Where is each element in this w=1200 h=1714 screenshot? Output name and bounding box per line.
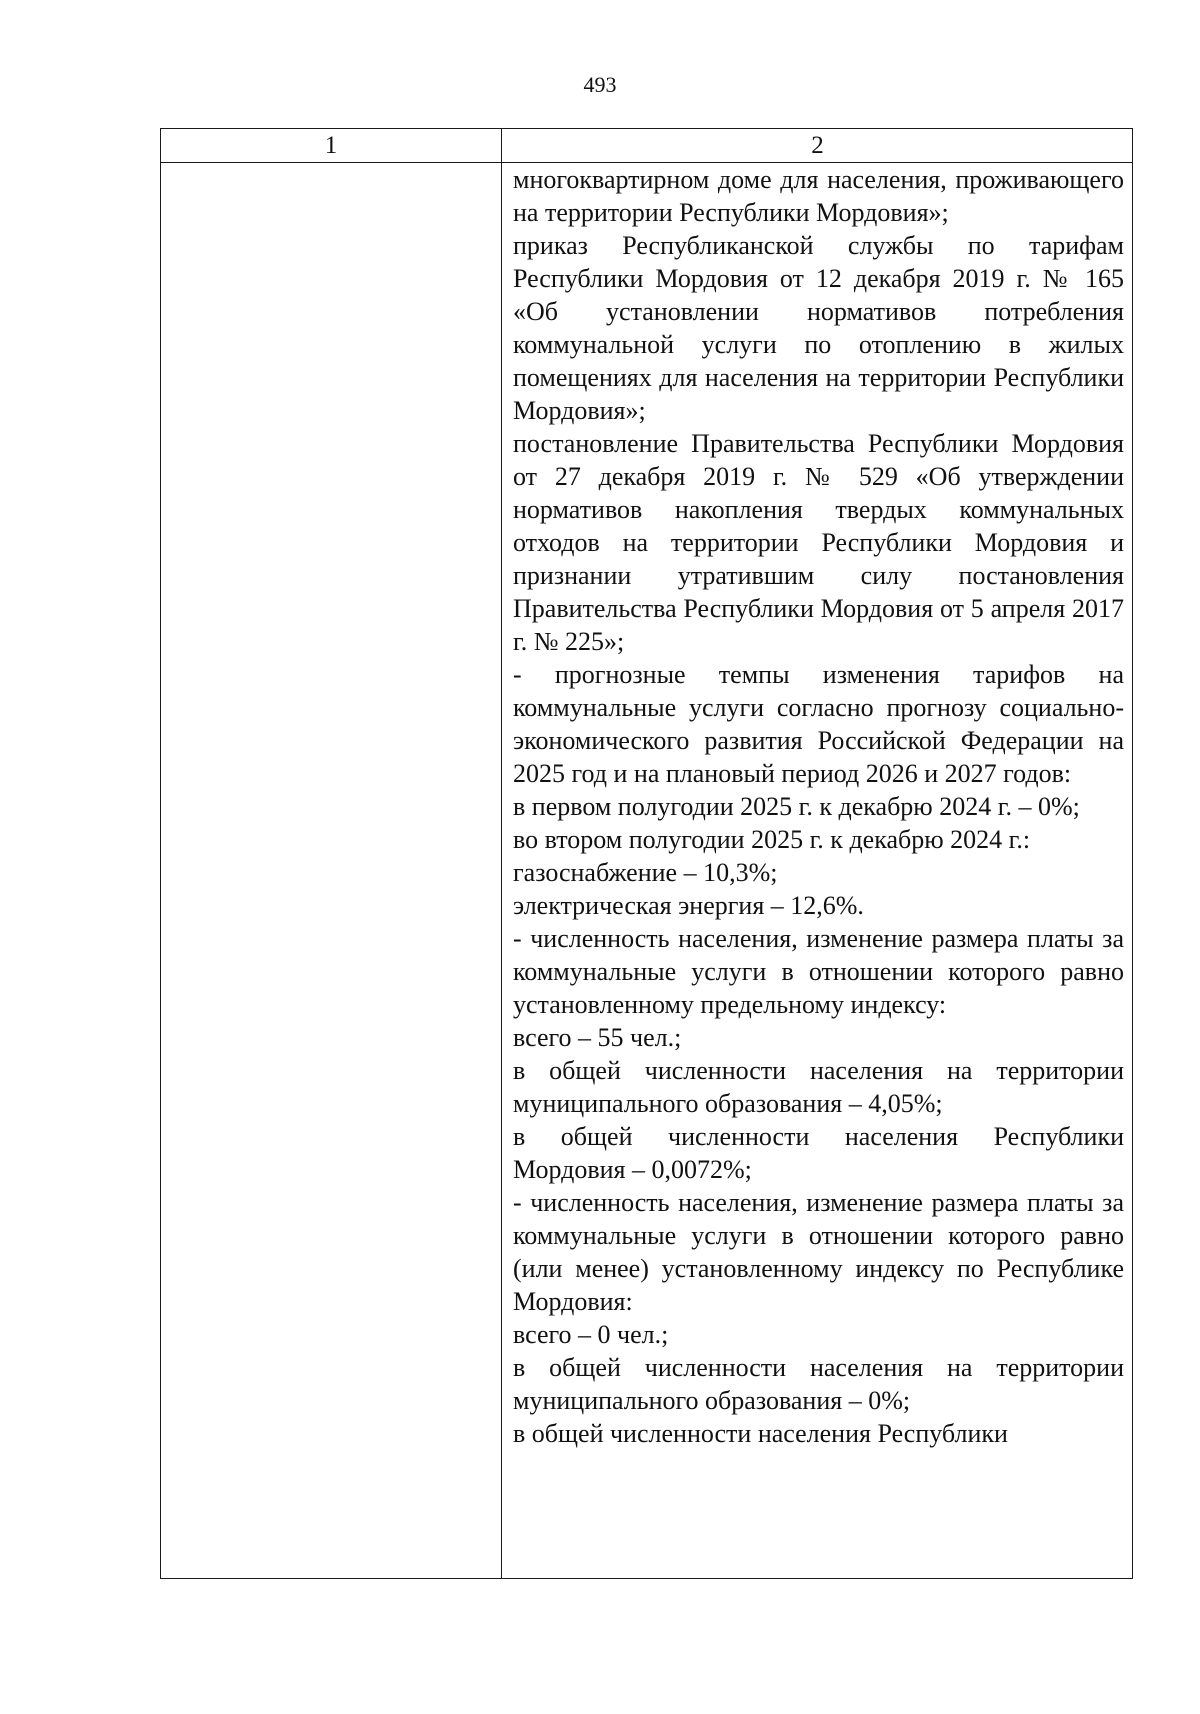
paragraph: во втором полугодии 2025 г. к декабрю 2024 г.: <box>513 825 1031 854</box>
paragraph: газоснабжение – 10,3%; <box>513 858 778 887</box>
paragraph: всего – 0 чел.; <box>513 1320 669 1349</box>
table-header-row <box>161 129 1132 163</box>
document-table <box>160 128 1133 1579</box>
paragraph: электрическая энергия – 12,6%. <box>513 891 864 920</box>
paragraph: постановление Правительства Республики Мордовия от 27 декабря 2019 г. № 529 «Об утверждении нормативов накопления твердых коммунальных отходов на территории Республики Мордовия и признании утратившим силу постановления Правительства Республики Мордовия от 5 апреля 2017 г. № 225»; <box>513 429 1124 656</box>
paragraph: в общей численности населения Республики <box>513 1419 1008 1448</box>
column-header-1: 1 <box>324 132 338 159</box>
paragraph: всего – 55 чел.; <box>513 1023 682 1052</box>
paragraph: многоквартирном доме для населения, проживающего на территории Республики Мордовия»; <box>513 165 1124 227</box>
paragraph: в общей численности населения Республики Мордовия – 0,0072%; <box>513 1122 1124 1184</box>
paragraph: в общей численности населения на территории муниципального образования – 0%; <box>513 1353 1124 1415</box>
column-divider <box>501 129 502 1578</box>
paragraph: - численность населения, изменение размера платы за коммунальные услуги в отношении которого равно (или менее) установленному индексу по Республике Мордовия: <box>513 1188 1124 1316</box>
paragraph: в первом полугодии 2025 г. к декабрю 2024 г. – 0%; <box>513 792 1080 821</box>
paragraph: - прогнозные темпы изменения тарифов на коммунальные услуги согласно прогнозу социально-экономического развития Российской Федерации на 2025 год и на плановый период 2026 и 2027 годов: <box>513 660 1124 788</box>
page-number: 493 <box>583 72 617 97</box>
paragraph: - численность населения, изменение размера платы за коммунальные услуги в отношении которого равно установленному предельному индексу: <box>513 924 1124 1019</box>
paragraph: в общей численности населения на территории муниципального образования – 4,05%; <box>513 1056 1124 1118</box>
paragraph: приказ Республиканской службы по тарифам Республики Мордовия от 12 декабря 2019 г. № 165 «Об установлении нормативов потребления коммунальной услуги по отоплению в жилых помещениях для населения на территории Республики Мордовия»; <box>513 231 1124 425</box>
column-header-2: 2 <box>811 132 824 159</box>
column-2-content <box>513 163 1124 1450</box>
